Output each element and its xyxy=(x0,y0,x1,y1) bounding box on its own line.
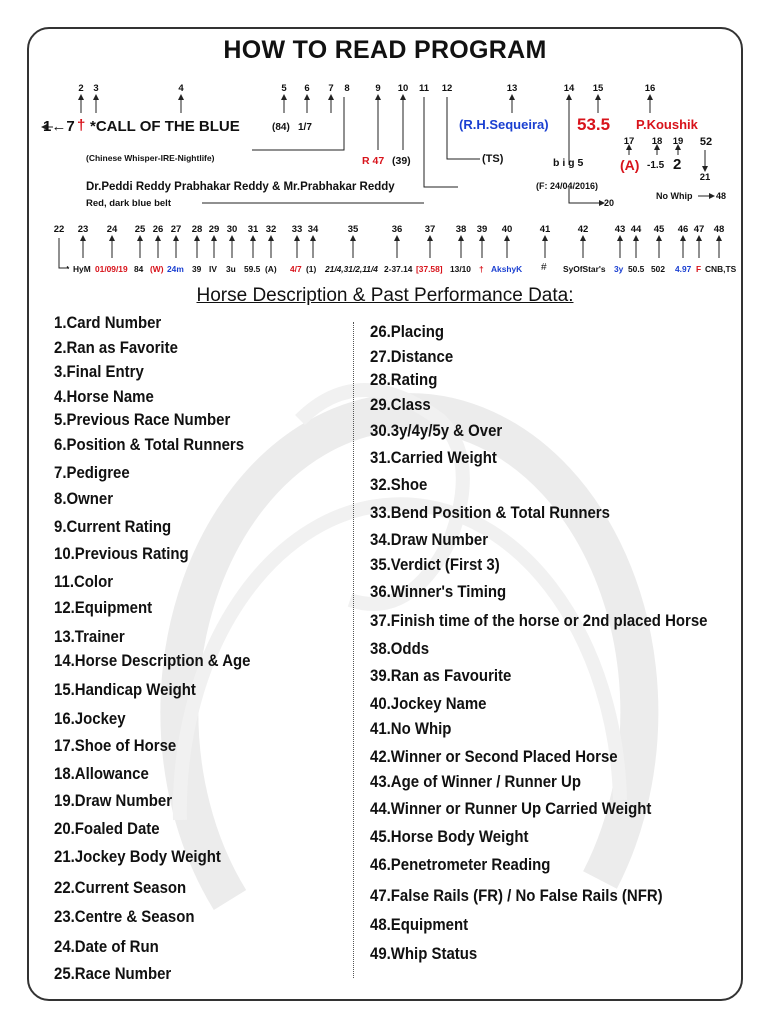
legend-item: 43.Age of Winner / Runner Up xyxy=(370,772,581,791)
legend-item: 6.Position & Total Runners xyxy=(54,435,245,454)
legend-item: 30.3y/4y/5y & Over xyxy=(370,421,503,440)
legend-item: 22.Current Season xyxy=(54,878,187,897)
ref-number: 48 xyxy=(713,224,725,235)
ref-number: 15 xyxy=(592,83,604,94)
legend-item: 40.Jockey Name xyxy=(370,694,487,713)
ref-number: 29 xyxy=(208,224,220,235)
legend-item: 26.Placing xyxy=(370,322,445,341)
shoe: (A) xyxy=(265,264,277,274)
current-rating: R 47 xyxy=(362,155,385,167)
ref-number: 43 xyxy=(614,224,626,235)
ref-number: 30 xyxy=(226,224,238,235)
age-group: 3u xyxy=(226,264,236,274)
winner-timing: 2-37.14 xyxy=(384,264,413,274)
legend-item: 44.Winner or Runner Up Carried Weight xyxy=(370,799,652,818)
ref-number: 39 xyxy=(476,224,488,235)
section-subtitle: Horse Description & Past Performance Data: xyxy=(196,285,574,306)
centre-season: HyM xyxy=(73,264,91,274)
legend-item: 33.Bend Position & Total Runners xyxy=(370,503,610,522)
page-title: HOW TO READ PROGRAM xyxy=(223,36,547,64)
ref-number: 6 xyxy=(304,83,310,94)
winner-horse: SyOfStar's xyxy=(563,264,606,274)
ref-number: 44 xyxy=(630,224,642,235)
legend-item: 49.Whip Status xyxy=(370,944,478,963)
allowance: -1.5 xyxy=(647,160,665,171)
run-date: 01/09/19 xyxy=(95,264,128,274)
ref-number: 34 xyxy=(307,224,319,235)
ref-number: 20 xyxy=(604,198,615,208)
legend-item: 28.Rating xyxy=(370,370,438,389)
card-number: 1←7 xyxy=(43,118,75,135)
legend-item: 20.Foaled Date xyxy=(54,819,160,838)
draw-number: (1) xyxy=(306,264,317,274)
ref-number: 27 xyxy=(170,224,182,235)
ref-number: 25 xyxy=(134,224,146,235)
ref-number: 8 xyxy=(344,83,350,94)
legend-item: 39.Ran as Favourite xyxy=(370,666,512,685)
legend-item: 9.Current Rating xyxy=(54,517,172,536)
no-whip-mark: # xyxy=(541,262,547,273)
ref-number: 32 xyxy=(265,224,277,235)
color: Red, dark blue belt xyxy=(86,198,171,209)
ref-number: 33 xyxy=(291,224,303,235)
race-number: 84 xyxy=(134,264,144,274)
legend-item: 15.Handicap Weight xyxy=(54,680,196,699)
ref-number: 19 xyxy=(672,136,684,147)
ref-number: 7 xyxy=(328,83,334,94)
ref-number: 36 xyxy=(391,224,403,235)
legend-item: 17.Shoe of Horse xyxy=(54,736,177,755)
ref-number: 10 xyxy=(397,83,409,94)
bend-position: 4/7 xyxy=(290,264,302,274)
ref-number: 9 xyxy=(375,83,381,94)
ref-number: 46 xyxy=(677,224,689,235)
placing: (W) xyxy=(150,264,164,274)
ref-number: 4 xyxy=(178,83,184,94)
legend-item: 45.Horse Body Weight xyxy=(370,827,529,846)
owner: Dr.Peddi Reddy Prabhakar Reddy & Mr.Prabhakar Reddy xyxy=(86,181,395,193)
legend-item: 34.Draw Number xyxy=(370,530,489,549)
jockey-name: AkshyK xyxy=(491,264,523,274)
ref-number: 52 xyxy=(699,136,713,148)
ref-number: 16 xyxy=(644,83,656,94)
legend-item: 11.Color xyxy=(54,572,114,591)
winner-weight: 50.5 xyxy=(628,264,645,274)
ref-number: 12 xyxy=(441,83,453,94)
verdict: 21/4,31/2,11/4 xyxy=(325,264,378,274)
legend-item: 38.Odds xyxy=(370,639,430,658)
legend-item: 48.Equipment xyxy=(370,915,469,934)
legend-item: 25.Race Number xyxy=(54,964,172,983)
carried-weight: 59.5 xyxy=(244,264,261,274)
legend-item: 46.Penetrometer Reading xyxy=(370,855,551,874)
legend-item: 14.Horse Description & Age xyxy=(54,651,251,670)
legend-item: 21.Jockey Body Weight xyxy=(54,847,221,866)
pedigree: (Chinese Whisper-IRE-Nightlife) xyxy=(86,153,215,163)
ref-number: 45 xyxy=(653,224,665,235)
legend-item: 19.Draw Number xyxy=(54,791,173,810)
trainer: (TS) xyxy=(482,153,504,165)
legend-item: 24.Date of Run xyxy=(54,937,159,956)
legend-item: 31.Carried Weight xyxy=(370,448,497,467)
ref-number: 17 xyxy=(623,136,635,147)
winner-age: 3y xyxy=(614,264,624,274)
legend-item: 13.Trainer xyxy=(54,627,125,646)
finish-time: [37.58] xyxy=(416,264,443,274)
ref-number: 22 xyxy=(53,224,65,235)
body-weight: 502 xyxy=(651,264,665,274)
ref-number: 35 xyxy=(347,224,359,235)
penetrometer: 4.97 xyxy=(675,264,692,274)
ref-number: 31 xyxy=(247,224,259,235)
shoe: (A) xyxy=(620,157,640,173)
equipment: CNB,TS xyxy=(705,264,737,274)
ref-number: 42 xyxy=(577,224,589,235)
legend-item: 37.Finish time of the horse or 2nd placed Horse xyxy=(370,611,708,630)
legend-item: 36.Winner's Timing xyxy=(370,582,507,601)
ref-number: 38 xyxy=(455,224,467,235)
ref-number: 37 xyxy=(424,224,436,235)
handicap-weight: 53.5 xyxy=(577,115,611,134)
rating: 39 xyxy=(192,264,202,274)
legend-item: 23.Centre & Season xyxy=(54,907,195,926)
ref-number: 21 xyxy=(699,172,711,183)
rails: F xyxy=(696,264,702,274)
ref-number: 3 xyxy=(93,83,99,94)
legend-item: 10.Previous Rating xyxy=(54,544,189,563)
ref-number: 47 xyxy=(693,224,705,235)
ref-number: 23 xyxy=(77,224,89,235)
favorite-mark: † xyxy=(77,117,86,134)
legend-item: 3.Final Entry xyxy=(54,362,144,381)
ref-number: 28 xyxy=(191,224,203,235)
ref-number: 40 xyxy=(501,224,513,235)
distance: 24m xyxy=(167,264,184,274)
previous-rating: (39) xyxy=(392,155,411,167)
foaled-date: (F: 24/04/2016) xyxy=(536,181,599,191)
position-runners: 1/7 xyxy=(298,122,312,133)
legend-item: 2.Ran as Favorite xyxy=(54,338,178,357)
legend-item: 32.Shoe xyxy=(370,475,428,494)
odds: 13/10 xyxy=(450,264,471,274)
legend-item: 35.Verdict (First 3) xyxy=(370,555,500,574)
ref-number: 14 xyxy=(563,83,575,94)
legend-item: 42.Winner or Second Placed Horse xyxy=(370,747,618,766)
season-mark: * xyxy=(66,264,70,274)
legend-item: 5.Previous Race Number xyxy=(54,410,231,429)
legend-item: 12.Equipment xyxy=(54,598,153,617)
trainer-top: (R.H.Sequeira) xyxy=(459,117,549,132)
ref-number: 41 xyxy=(539,224,551,235)
ref-number: 48 xyxy=(716,191,727,201)
legend-item: 16.Jockey xyxy=(54,709,126,728)
ref-number: 2 xyxy=(78,83,84,94)
ref-number: 13 xyxy=(506,83,518,94)
column-divider xyxy=(353,322,354,978)
legend-item: 29.Class xyxy=(370,395,431,414)
class: IV xyxy=(209,264,217,274)
favourite-mark: † xyxy=(479,264,484,274)
legend-item: 47.False Rails (FR) / No False Rails (NFR) xyxy=(370,886,663,905)
legend-item: 4.Horse Name xyxy=(54,387,154,406)
horse-name: *CALL OF THE BLUE xyxy=(90,118,240,135)
ref-number: 18 xyxy=(651,136,663,147)
jockey-name: P.Koushik xyxy=(636,117,698,132)
prev-race-number: (84) xyxy=(272,122,290,133)
ref-number: 26 xyxy=(152,224,164,235)
legend-item: 8.Owner xyxy=(54,489,114,508)
ref-number: 11 xyxy=(418,83,430,94)
legend-item: 18.Allowance xyxy=(54,764,149,783)
legend-item: 7.Pedigree xyxy=(54,463,130,482)
legend-item: 41.No Whip xyxy=(370,719,452,738)
draw-number: 2 xyxy=(673,156,682,173)
legend-item: 27.Distance xyxy=(370,347,454,366)
legend-item: 1.Card Number xyxy=(54,313,162,332)
no-whip-label: No Whip xyxy=(656,191,693,201)
ref-number: 5 xyxy=(281,83,287,94)
horse-description: b i g 5 xyxy=(553,157,584,169)
ref-number: 24 xyxy=(106,224,118,235)
